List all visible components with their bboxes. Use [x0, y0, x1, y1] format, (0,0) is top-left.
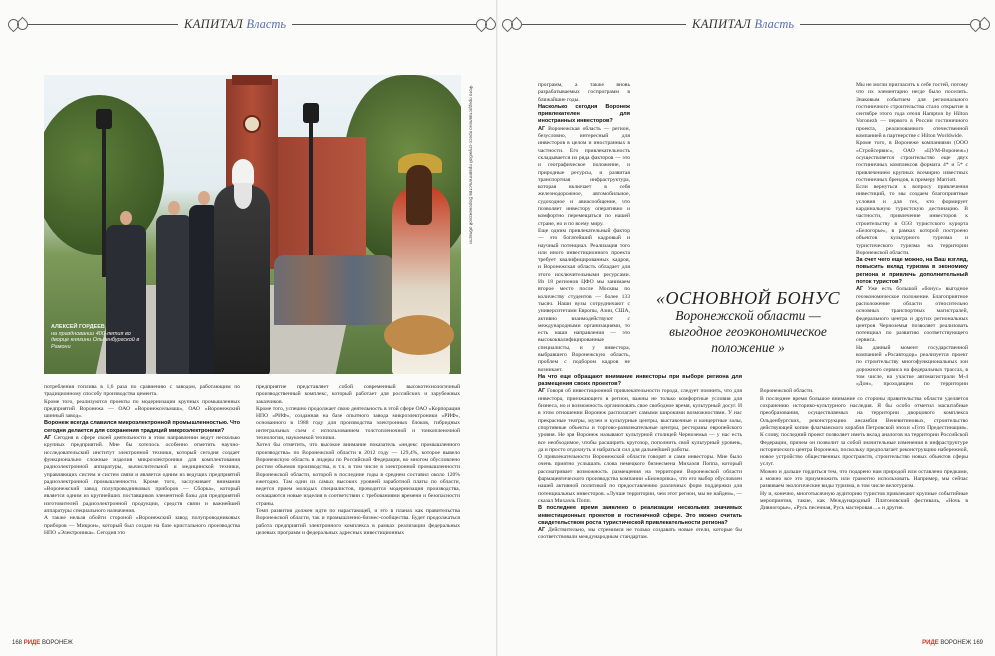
page-number: 168 — [12, 640, 23, 646]
right-header — [502, 14, 990, 34]
answer-text: Говоря об инвестиционной привлекательности города, следует помнить, что для инвестора, приезжающего в регион, важны не только комфортные условия для бизнеса, но и возможность организовать свое свободное время, культурный досуг. И в этом отношении Воронеж располагает самыми широкими возможностями. У нас прекрасные театры, музеи и культурные центры, выставочные и концертные залы, спортивные объекты и торгово-развлекательные центры, рестораны европейского уровня. Не зря Воронеж называют культурной столицей Черноземья — у нас есть все необходимое, чтобы расширить кругозор, пополнить свой культурный уровень, да и просто отдохнуть и набраться сил для дальнейшей работы. — [538, 388, 742, 453]
pull-quote — [648, 288, 848, 356]
interview-question: За счет чего еще можно, на Ваш взгляд, повысить вклад туризма в экономику региона и привлечь дополнительный поток туристов? — [856, 257, 968, 286]
hair-shape — [406, 165, 432, 225]
section-cap: КАПИТАЛ — [184, 16, 244, 31]
footer-brand: РИДЕ — [922, 640, 939, 646]
pull-quote-subtitle: Воронежской области — выгодное геоэкономическое положение » — [669, 308, 827, 355]
left-column-2 — [256, 384, 460, 628]
body-paragraph: Можно и дальше гордиться тем, что подарено нам природой или оставлено предками, а можно все это приумножить или грамотно использовать. Например, мы сейчас развиваем экологические виды туризма, в том числе велотуризм. — [760, 468, 968, 490]
interview-answer — [538, 126, 742, 228]
ornament-icon — [8, 17, 28, 31]
left-footer — [12, 640, 73, 646]
speaker-initials: АГ — [538, 527, 546, 534]
body-paragraph: Еще одним привлекательный фактор — это богатейший кадровый и научный потенциал. Реализация того или иного инвестиционного проекта требует квалифицированных кадров, и Воронежская область обладает для этого исключительными ресурсами. Из 18 регионов ЦФО мы занимаем второе место после Москвы по количеству студентов — более 133 тысяч. Наши вузы сотрудничают с университетами Европы, Азии, США, активно взаимодействуют с международными организациями, то есть наши направления — это высококвалифицированные специалисты, и у инвестора, выбравшего Воронежскую область, проблем с подбором кадров не возникает. — [538, 227, 630, 373]
section-cap: КАПИТАЛ — [692, 16, 752, 31]
clock-icon — [243, 115, 261, 133]
priest-shape — [214, 185, 270, 374]
right-page — [498, 0, 995, 656]
speaker-initials: АГ — [538, 125, 546, 132]
body-paragraph: Ну и, конечно, многотысячную аудиторию туристов привлекают крупные событийные мероприятия, такие, как Международный Платоновский фестиваль, «Ночь в Дивногорье», «Русь песенная, Русь мастеровая…» и другие. — [760, 490, 968, 512]
caption-text: на праздновании 400-летия во дворце княгини Ольденбургской в Рамони — [51, 330, 140, 350]
caption-name: АЛЕКСЕЙ ГОРДЕЕВ — [51, 324, 105, 330]
right-column-2 — [760, 82, 968, 630]
answer-text: Действительно, мы стремимся не только создавать новые отели, которые бы соответствовали международным стандартам. — [538, 527, 742, 541]
footer-brand: РИДЕ — [23, 640, 41, 646]
body-paragraph: Кроме того, реализуются проекты по модернизации крупных промышленных предприятий Воронежа — ОАО «Воронежсельмаш», ОАО «Воронежский шинный завод». — [44, 398, 240, 420]
speaker-initials: АГ — [44, 435, 52, 442]
interview-question: Воронеж всегда славился микроэлектронной промышленностью. Что сегодня делается для сохранения традиций микроэлектроники? — [44, 420, 240, 434]
crowd-shape — [274, 255, 394, 325]
body-paragraph: Если вернуться к вопросу привлечения инвестиций, то мы создаем благоприятные условия и для тех, кто формирует кардинальную туристскую дестинацию. В частности, привлечение инвесторов к строительству в ОЭЗ туристского курорта «Белогорье», в рамках которой построено объектов культурного туризма и туристического туризма на территории Воронежской области. — [856, 184, 968, 256]
left-column-1 — [44, 384, 240, 628]
section-sub: Власть — [754, 16, 795, 31]
photo-credit-text: Фото предоставлено пресс-службой правительства Воронежской области — [468, 85, 474, 244]
page-number: 169 — [972, 640, 983, 646]
body-paragraph: На данный момент государственной компанией «Росавтодор» реализуется проект по строительству многофункциональных зон дорожного сервиса на федеральных трассах, в том числе, на участке автомагистрали М-4 «Дон», проходящем по территории Воронежской области. — [760, 344, 968, 395]
header-rule — [800, 24, 970, 25]
footer-city: ВОРОНЕЖ — [41, 640, 73, 646]
body-paragraph: программ, а также вновь разрабатываемых госпрограмм в ближайшие годы. — [538, 82, 630, 103]
answer-text: Воронежская область — регион, безусловно, интересный для инвесторов в целом и иностранных в частности. Его привлекательность складывается из ряда факторов — это и географическое положение, и природные ресурсы, и развитая транспортная инфраструктура, которая включает в себя железнодорожное, автомобильное, судоходное и авиасообщение, что позволяет инвестору оперативно и комфортно перемещаться по нашей стране, но и по всему миру. — [538, 125, 630, 227]
interview-answer — [538, 527, 742, 542]
right-column-1 — [538, 82, 742, 630]
head-shape — [120, 211, 132, 225]
footer-city: ВОРОНЕЖ — [940, 640, 972, 646]
ornament-icon — [970, 17, 990, 31]
section-title — [686, 17, 800, 32]
person-shape — [156, 215, 192, 374]
interview-question: Насколько сегодня Воронеж привлекателен для иностранных инвесторов? — [538, 103, 630, 125]
body-paragraph: предприятие представляет собой современный высокотехнологичный производственный комплекс, который работает для российских и зарубежных заказчиков. — [256, 384, 460, 405]
header-rule — [522, 24, 686, 25]
answer-text: Сегодня в сфере своей деятельности в этом направлении ведут несколько крупных предприятий. Мне бы хотелось особенно отметить научно-исследовательский институт электронной техники, который сегодня создает функционально сложные изделия микроэлектроники для комплектования радиоэлектронной аппаратуры, вычислительной и медицинской техники, управляющих систем и систем связи и является одним из ведущих предприятий радиоэлектронной промышленности. Кроме того, заслуживает внимания «Воронежский завод полупроводниковых приборов — Сборка», который является одним из крупнейших поставщиков элементной базы для предприятий изготовителей радиоэлектронной продукции, средств связи и важнейшей аппаратуры специального назначения. — [44, 435, 240, 515]
interview-answer — [538, 388, 742, 454]
interview-question: В последнее время заявлено о реализации нескольких значимых инвестиционных проектов в гостиничной сфере. Это можно считать свидетельством роста туристической привлекательности региона? — [538, 505, 742, 526]
left-page — [0, 0, 497, 656]
body-paragraph: Темп развития должен идти по нарастающей, и это в планах как правительства Воронежской области, так и промышленно-бизнес-сообщества. Будет продолжаться работа предприятий электронного комплекса в рамках реализации федеральных целевых программ и федеральных адресных инвестиционных — [256, 508, 460, 536]
body-paragraph: Хотел бы отметить, что высокое внимание показатель «индекс промышленного производства» по Воронежской области в 2012 году — 129,4%, которое вывело Воронежскую область в лидеры по Российской Федерации, во многом обусловлено ростом объемов производства, в т.ч. в том числе в электронной промышленности Воронежской области, которой в последние годы в среднем составил около 120% ежегодно. Там одни из самых высоких уровней заработной платы по области, ведется прием молодых специалистов, проводится модернизация производства, оснащаются новые изделия в соответствии с требованиями времени и безопасности страны. — [256, 442, 460, 507]
speaker-initials: АГ — [856, 286, 864, 293]
interview-question: На что еще обращают внимание инвесторы при выборе региона для размещения своих проектов? — [538, 373, 742, 388]
body-paragraph: О привлекательности Воронежской области говорят и сами инвесторы. Мне было очень приятно услышать слова немецкого бизнесмена Михаэля Поппа, который рассматривает возможность размещения на территории Воронежской области фармацевтического производства компании «Бионорика», что его выбор обусловлен нашей активной политикой по предоставлению различных форм поддержки для потенциальных инвесторов. «Лучше территории, чем этот регион, мы не найдем», — сказал Михаэль Попп. — [538, 454, 742, 504]
right-footer — [922, 640, 983, 646]
person-shape — [106, 225, 146, 374]
body-paragraph: Кроме того, успешно продолжает свою деятельность в этой сфере ОАО «Корпорация НПО «РИФ», созданная на базе опытного завода микроэлектроники «РИФ», основанного в 1988 году для производства электронных блоков, гибридных интегральных схем с использованием толстопленочной и тонкопленочной технологии, наукоемкой техники. — [256, 405, 460, 442]
section-title — [178, 17, 292, 32]
header-rule — [292, 24, 476, 25]
interview-answer — [44, 435, 240, 515]
palace-wing-shape — [276, 137, 366, 257]
tower-roof-shape — [232, 75, 272, 85]
ornament-icon — [502, 17, 522, 31]
head-shape — [198, 191, 210, 205]
head-shape — [168, 201, 180, 215]
priest-hat-shape — [232, 159, 254, 185]
photo-credit — [468, 82, 474, 382]
body-paragraph: Мы не могли пригласить к себе гостей, потому что их элементарно негде было поселить. Знаковым событием для регионального гостиничного строительства стало открытие в сентябре этого года отеля Hampton by Hilton Voronezh — первого в России гостиничного проекта, реализованного отечественной компанией в партнерстве с Hilton Worldwide. — [856, 82, 968, 140]
answer-text: Уже есть большой «бонус» выгодное геоэкономическое положение. Благоприятное расположение области относительно основных транспортных магистралей, федерального центра и других региональных центров Черноземья позволяет реализовать потенциал по развитию соответствующего сервиса. — [856, 286, 968, 344]
bread-shape — [384, 315, 454, 355]
left-header — [8, 14, 496, 34]
section-sub: Власть — [246, 16, 287, 31]
header-rule — [28, 24, 178, 25]
body-paragraph: А также нельзя обойти стороной «Воронежский завод полупроводниковых приборов — Микрон», который был создан на базе кристального производства НПО «Электроника». Сегодня это — [44, 515, 240, 536]
ornament-icon — [476, 17, 496, 31]
priest-beard-shape — [234, 183, 252, 209]
photo-caption — [51, 324, 147, 350]
pull-quote-title: «ОСНОВНОЙ БОНУС — [655, 288, 841, 308]
body-paragraph: потребления топлива в 1,6 раза по сравнению с заводом, работающим по традиционному способу производства цемента. — [44, 384, 240, 398]
body-paragraph: В последнее время большое внимание со стороны правительства области уделяется сохранению историко-культурного наследия. Я бы особо отметил масштабные преобразования, осуществляемых на территории дворцового комплекса Ольденбургских, реконструкцию ансамбля Веневитиновых, строительство действующей копии флагманского корабля Петровской эпохи «Гото Предестинация». К слову, последний проект позволяет иметь вклад аналогов на территории Российской Федерации, причем он позволит за собой значительные изменения в инфраструктуре исторического центра Воронежа, поскольку предполагает реконструкцию набережной, новое устройство общественных пространств, строительство новых объектов сферы услуг. — [760, 395, 968, 468]
body-paragraph: Кроме того, в Воронеже компаниями (ООО «Стройсервис», ОАО «ЦУМ-Воронеж») осуществляется строительство еще двух гостиничных комплексов формата 4* и 5* с привлечением крупных всемирно известных гостиничных брендов, в примеру Marriott. — [856, 140, 968, 183]
speaker-initials: АГ — [538, 388, 546, 395]
